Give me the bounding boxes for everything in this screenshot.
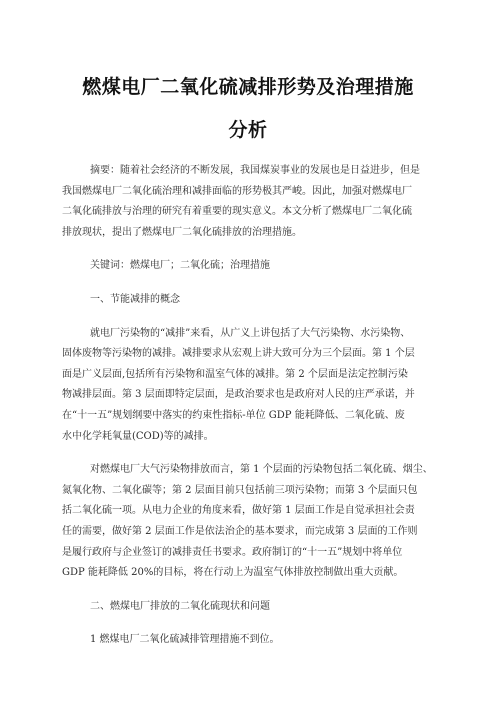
paragraph-line: 氮氧化物、二氧化碳等；第 2 层面目前只包括前三项污染物；而第 3 个层面只包 — [62, 484, 418, 496]
paragraph-line: 就电厂污染物的“减排”来看，从广义上讲包括了大气污染物、水污染物、 — [90, 327, 411, 339]
abstract-line: 二氧化硫排放与治理的研究有着重要的现实意义。本文分析了燃煤电厂二氧化硫 — [62, 206, 412, 218]
section-heading: 二、燃煤电厂排放的二氧化硫现状和问题 — [90, 600, 270, 612]
paragraph-line: 括二氧化硫一项。从电力企业的角度来看，做好第 1 层面工作是自觉承担社会责 — [62, 505, 415, 517]
paragraph-line: 固体废物等污染物的减排。减排要求从宏观上讲大致可分为三个层面。第 1 个层 — [62, 348, 415, 360]
paragraph-line: 是履行政府与企业签订的减排责任书要求。政府制订的“十一五”规划中将单位 — [62, 546, 403, 558]
paragraph-line: 在“十一五”规划纲要中落实的约束性指标-单位 GDP 能耗降低、二氧化硫、废 — [62, 409, 405, 421]
subsection-item: 1 燃煤电厂二氧化硫减排管理措施不到位。 — [90, 634, 280, 646]
document-title-line-2: 分析 — [228, 119, 268, 141]
document-title-line-1: 燃煤电厂二氧化硫减排形势及治理措施 — [82, 76, 414, 98]
paragraph-line: GDP 能耗降低 20%的目标，将在行动上为温室气体排放控制做出重大贡献。 — [62, 567, 404, 579]
keywords-line: 关键词：燃煤电厂；二氧化硫；治理措施 — [90, 260, 270, 272]
paragraph-line: 物减排层面。第 3 层面即特定层面，是政治要求也是政府对人民的庄严承诺，并 — [62, 389, 415, 401]
paragraph-line: 水中化学耗氧量(COD)等的减排。 — [62, 430, 214, 442]
abstract-line: 排放现状，提出了燃煤电厂二氧化硫排放的治理措施。 — [62, 226, 302, 238]
paragraph-line: 对燃煤电厂大气污染物排放而言，第 1 个层面的污染物包括二氧化硫、烟尘、 — [90, 464, 433, 476]
paragraph-line: 任的需要，做好第 2 层面工作是依法治企的基本要求，而完成第 3 层面的工作则 — [62, 525, 418, 537]
document-body — [62, 161, 442, 651]
paragraph-line: 面是广义层面,包括所有污染物和温室气体的减排。第 2 个层面是法定控制污染 — [62, 368, 408, 380]
section-heading: 一、节能减排的概念 — [90, 293, 180, 305]
abstract-line: 我国燃煤电厂二氧化硫治理和减排面临的形势极其严峻。因此，加强对燃煤电厂 — [62, 185, 412, 197]
abstract-line: 摘要：随着社会经济的不断发展，我国煤炭事业的发展也是日益进步，但是 — [90, 165, 420, 176]
